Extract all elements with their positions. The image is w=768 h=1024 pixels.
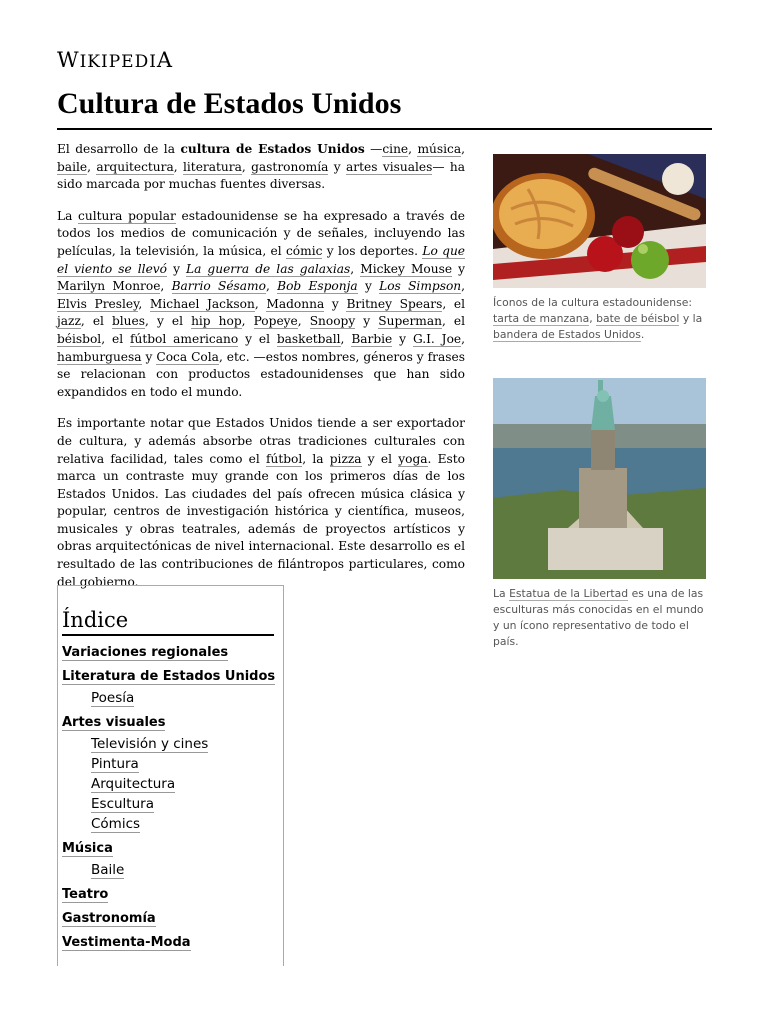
link-superman[interactable]: Superman <box>378 314 442 329</box>
wordmark-final: A <box>156 48 174 72</box>
wikipedia-wordmark[interactable] <box>57 48 173 72</box>
link-hip-hop[interactable]: hip hop <box>191 314 242 329</box>
link-bob-esponja[interactable]: Bob Esponja <box>277 279 358 294</box>
link-artes-visuales[interactable]: artes visuales <box>346 159 433 174</box>
link-baile[interactable]: baile <box>57 159 88 174</box>
toc-link[interactable]: Escultura <box>91 796 154 812</box>
link-hamburguesa[interactable]: hamburguesa <box>57 349 142 364</box>
link-snoopy[interactable]: Snoopy <box>309 314 356 329</box>
toc-item <box>62 666 283 688</box>
toc-item <box>91 774 283 794</box>
link-estatua-libertad[interactable]: Estatua de la Libertad <box>509 587 629 600</box>
wordmark-middle: IKIPEDI <box>79 52 157 72</box>
apple-pie-baseball-image[interactable] <box>493 154 706 288</box>
link-marilyn-monroe[interactable]: Marilyn Monroe <box>57 279 161 294</box>
toc-link[interactable]: Variaciones regionales <box>62 645 229 660</box>
link-blues[interactable]: blues <box>111 314 146 329</box>
paragraph-export: Es importante notar que Estados Unidos tiende a ser exportador de cultura, y además absorbe otras tradiciones culturales con relativa facilidad, tales como el fútbol, la pizza y el yoga. Esto marca un contraste muy grande con los primeros días de los Estados Unidos. Las ciudades del país ofrecen música clásica y popular, centros de investigación histórica y científica, museos, musicales y obras teatrales, además de proyectos artísticos y obras arquitectónicas de nivel internacional. Este desarrollo es el resultado de las contribuciones de filántropos particulares, como del gobierno. <box>57 416 465 589</box>
toc-item <box>91 794 283 814</box>
toc-link[interactable]: Artes visuales <box>62 715 166 730</box>
toc-link[interactable]: Cómics <box>91 816 141 832</box>
link-madonna[interactable]: Madonna <box>266 296 325 311</box>
toc-link[interactable]: Literatura de Estados Unidos <box>62 669 276 684</box>
toc-link[interactable]: Poesía <box>91 690 135 706</box>
toc-link[interactable]: Baile <box>91 862 125 878</box>
toc-item <box>91 814 283 834</box>
toc-link[interactable]: Gastronomía <box>62 911 156 926</box>
bold-term: cultura de Estados Unidos <box>180 142 365 156</box>
link-beisbol[interactable]: béisbol <box>57 331 102 346</box>
figure-statue-of-liberty <box>493 378 706 650</box>
toc-item <box>91 734 283 754</box>
toc-item <box>62 884 283 906</box>
link-musica[interactable]: música <box>417 142 462 156</box>
paragraph-intro: El desarrollo de la cultura de Estados Unidos —cine, música, baile, arquitectura, literatura, gastronomía y artes visuales— ha sido marcada por muchas fuentes diversas. <box>57 142 466 192</box>
toc-item <box>62 932 283 954</box>
link-lo-que-el-viento[interactable]: Lo que el viento se llevó <box>57 243 466 276</box>
link-basketball[interactable]: basketball <box>276 331 341 346</box>
toc-item <box>91 688 283 708</box>
link-elvis-presley[interactable]: Elvis Presley <box>57 296 139 311</box>
link-bate-beisbol[interactable]: bate de béisbol <box>596 312 680 325</box>
toc-item <box>62 642 283 664</box>
toc-title: Índice <box>62 608 274 636</box>
article-body <box>57 141 465 605</box>
link-cine[interactable]: cine <box>382 142 409 156</box>
link-gastronomia[interactable]: gastronomía <box>251 159 329 174</box>
link-coca-cola[interactable]: Coca Cola <box>156 349 219 364</box>
link-barbie[interactable]: Barbie <box>351 331 393 346</box>
link-jazz[interactable]: jazz <box>57 314 81 329</box>
wordmark-initial: W <box>57 48 80 72</box>
link-literatura[interactable]: literatura <box>183 159 242 174</box>
toc-link[interactable]: Arquitectura <box>91 776 176 792</box>
toc-link[interactable]: Pintura <box>91 756 139 772</box>
link-mickey-mouse[interactable]: Mickey Mouse <box>360 261 453 276</box>
paragraph-popular-culture: La cultura popular estadounidense se ha expresado a través de todos los medios de comunicación y de señales, incluyendo las películas, la televisión, la música, el cómic y los deportes. Lo que el viento se llevó y La guerra de las galaxias, Mickey Mouse y Marilyn Monroe, Barrio Sésamo, Bob Esponja y Los Simpson, Elvis Presley, Michael Jackson, Madonna y Britney Spears, el jazz, el blues, y el hip hop, Popeye, Snoopy y Superman, el béisbol, el fútbol americano y el basketball, Barbie y G.I. Joe, hamburguesa y Coca Cola, etc. —estos nombres, géneros y frases se relacionan con productos estadounidenses que han sido expandidos en todo el mundo. <box>57 208 466 399</box>
link-popeye[interactable]: Popeye <box>253 314 298 329</box>
statue-of-liberty-image[interactable] <box>493 378 706 579</box>
table-of-contents <box>57 585 284 966</box>
link-tarta-manzana[interactable]: tarta de manzana <box>493 312 590 325</box>
toc-list <box>58 642 283 954</box>
page-title: Cultura de Estados Unidos <box>57 84 712 130</box>
link-comic[interactable]: cómic <box>285 243 323 258</box>
link-bandera-eeuu[interactable]: bandera de Estados Unidos <box>493 328 641 341</box>
link-yoga[interactable]: yoga <box>398 451 428 466</box>
toc-item <box>62 908 283 930</box>
toc-item <box>62 838 283 860</box>
link-futbol[interactable]: fútbol <box>265 451 303 466</box>
toc-link[interactable]: Televisión y cines <box>91 736 209 752</box>
link-pizza[interactable]: pizza <box>329 451 362 466</box>
toc-item <box>91 860 283 880</box>
link-britney-spears[interactable]: Britney Spears <box>346 296 443 311</box>
link-arquitectura[interactable]: arquitectura <box>96 159 174 174</box>
figure-culture-icons <box>493 154 706 343</box>
link-michael-jackson[interactable]: Michael Jackson <box>149 296 255 311</box>
toc-item <box>91 754 283 774</box>
link-futbol-americano[interactable]: fútbol americano <box>129 331 239 346</box>
toc-item <box>62 712 283 734</box>
link-guerra-galaxias[interactable]: La guerra de las galaxias <box>186 261 351 276</box>
figure-caption: La Estatua de la Libertad es una de las esculturas más conocidas en el mundo y un ícono representativo de todo el país. <box>493 587 704 648</box>
figure-caption: Íconos de la cultura estadounidense: tarta de manzana, bate de béisbol y la bandera de Estados Unidos. <box>493 296 703 341</box>
link-cultura-popular[interactable]: cultura popular <box>78 208 176 223</box>
toc-link[interactable]: Teatro <box>62 887 109 902</box>
toc-link[interactable]: Música <box>62 841 113 856</box>
toc-link[interactable]: Vestimenta-Moda <box>62 935 191 950</box>
link-los-simpson[interactable]: Los Simpson <box>379 279 462 294</box>
link-gi-joe[interactable]: G.I. Joe <box>412 331 462 346</box>
link-barrio-sesamo[interactable]: Barrio Sésamo <box>171 279 266 294</box>
